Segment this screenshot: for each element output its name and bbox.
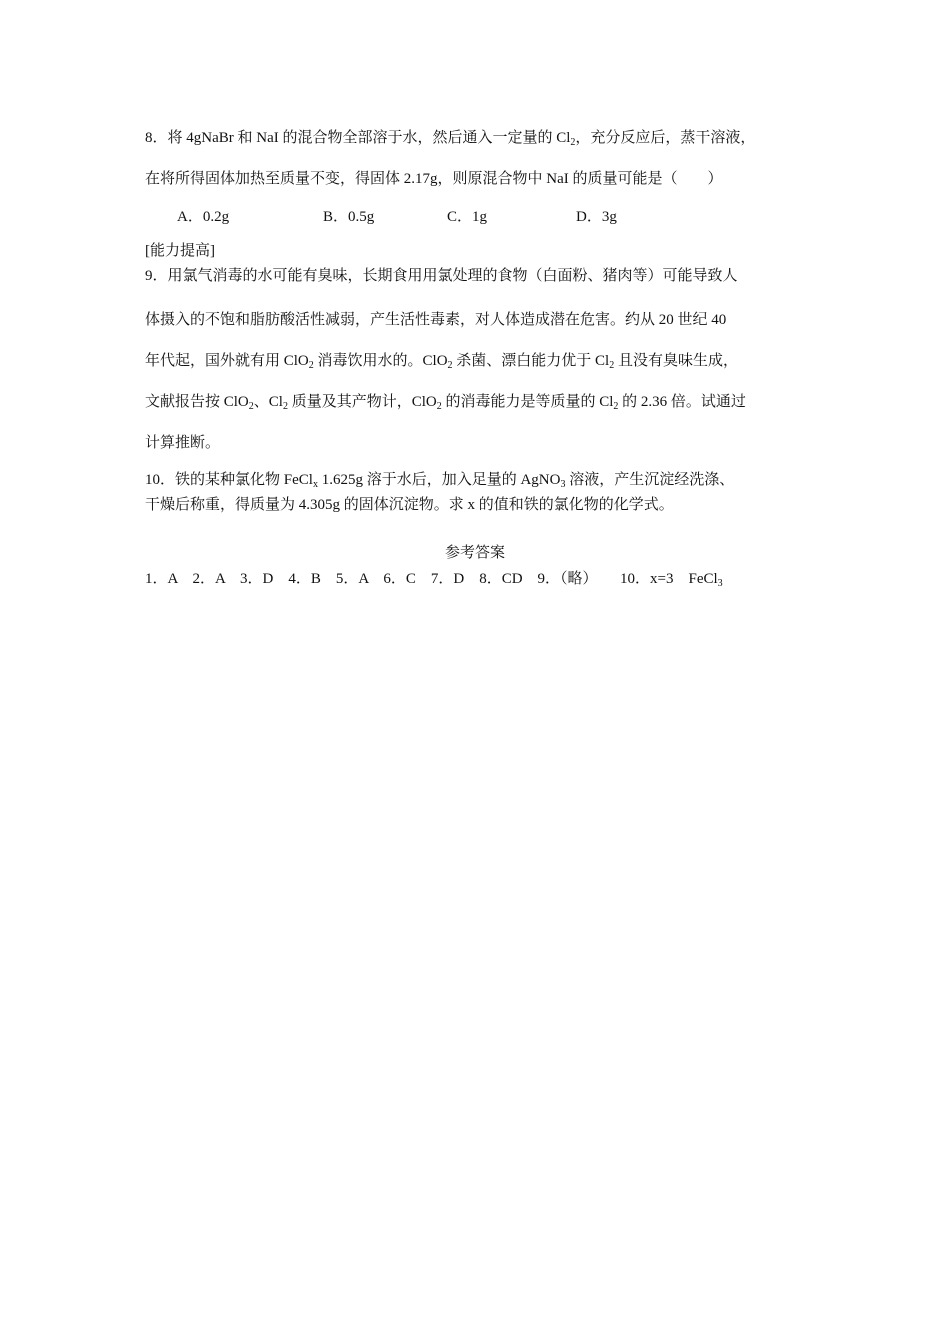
text: 文献报告按 ClO [145, 394, 249, 410]
subscript: 2 [436, 401, 442, 412]
subscript: 2 [308, 360, 314, 371]
text: 10．铁的某种氯化物 FeCl [145, 472, 313, 488]
text: 溶液，产生沉淀经洗涤、 [565, 472, 735, 488]
question-9-line-4 [145, 392, 746, 412]
subscript: 2 [609, 360, 615, 371]
option-b: B．0.5g [323, 209, 375, 225]
text: 1.625g 溶于水后，加入足量的 AgNO [317, 472, 561, 488]
text: 的消毒能力是等质量的 Cl [441, 394, 614, 410]
question-8-line-2: 在将所得固体加热至质量不变，得固体 2.17g，则原混合物中 NaI 的质量可能是（ ） [145, 171, 723, 187]
subscript: 2 [282, 401, 288, 412]
option-d: D．3g [576, 209, 617, 225]
subscript: 3 [717, 578, 723, 589]
text: 8．将 4gNaBr 和 NaI 的混合物全部溶于水，然后通入一定量的 Cl [145, 130, 571, 146]
text: 的 2.36 倍。试通过 [618, 394, 746, 410]
text: ，充分反应后，蒸干溶液， [575, 130, 756, 146]
subscript: 2 [248, 401, 254, 412]
subscript: 3 [560, 479, 566, 490]
question-8-line-1 [145, 128, 755, 148]
answers-title: 参考答案 [444, 545, 505, 561]
text: 1．A 2．A 3．D 4．B 5．A 6．C 7．D 8．CD 9．（略） 10．x=3 FeCl [145, 571, 718, 587]
text: 消毒饮用水的。ClO [313, 353, 448, 369]
option-a: A．0.2g [177, 209, 230, 225]
question-10-line-2: 干燥后称重，得质量为 4.305g 的固体沉淀物。求 x 的值和铁的氯化物的化学式。 [145, 497, 674, 513]
text: 且没有臭味生成， [614, 353, 738, 369]
text: 、Cl [253, 394, 283, 410]
answers-line [145, 569, 723, 589]
text: 杀菌、漂白能力优于 Cl [452, 353, 610, 369]
question-10-line-1 [145, 470, 734, 490]
subscript: 2 [570, 137, 576, 148]
text: 质量及其产物计，ClO [287, 394, 437, 410]
text: 年代起，国外就有用 ClO [145, 353, 309, 369]
question-9-line-5: 计算推断。 [145, 435, 221, 451]
subscript: x [312, 479, 318, 490]
question-9-line-3 [145, 351, 738, 371]
section-heading: [能力提高] [145, 243, 215, 259]
question-9-line-2: 体摄入的不饱和脂肪酸活性减弱，产生活性毒素，对人体造成潜在危害。约从 20 世纪 40 [145, 312, 727, 328]
subscript: 2 [613, 401, 619, 412]
question-9-line-1: 9．用氯气消毒的水可能有臭味，长期食用用氯处理的食物（白面粉、猪肉等）可能导致人 [145, 268, 738, 284]
question-8-options [177, 207, 617, 227]
subscript: 2 [447, 360, 453, 371]
option-c: C．1g [447, 209, 488, 225]
